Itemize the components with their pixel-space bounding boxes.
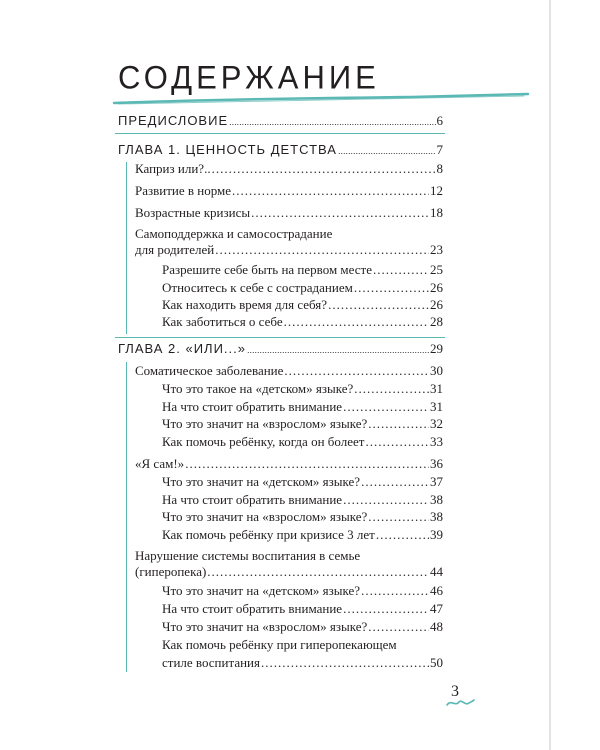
toc-entry[interactable]: Возрастные кризисы ..... 18 [135, 205, 443, 220]
toc-subentry[interactable]: На что стоит обратить внимание ..... 31 [162, 399, 443, 414]
page-title: СОДЕРЖАНИЕ [118, 58, 380, 97]
page-number: 3 [451, 683, 459, 700]
toc-entry[interactable]: «Я сам!» ..... 36 [135, 456, 443, 471]
toc-entry-line1: Самоподдержка и самосострадание [135, 226, 333, 241]
toc-subentry[interactable]: Что это такое на «детском» языке? ..... 31 [162, 381, 443, 396]
toc-subentry[interactable]: Как находить время для себя? ..... 26 [162, 297, 443, 312]
section-divider [115, 133, 445, 134]
toc-entry-line1: Нарушение системы воспитания в семье [135, 548, 361, 563]
section-divider [115, 337, 445, 338]
toc-subentry[interactable]: Что это значит на «взрослом» языке? ..... 32 [162, 416, 443, 431]
toc-subentry[interactable]: Что это значит на «детском» языке? ..... 46 [162, 583, 443, 598]
toc-entry[interactable]: Каприз или?.. ..... 8 [135, 161, 443, 176]
swirl-ornament-icon [445, 697, 475, 709]
toc-subentry[interactable]: Что это значит на «взрослом» языке? ..... 48 [162, 619, 443, 634]
toc-subentry[interactable]: Разрешите себе быть на первом месте ..... 25 [162, 262, 443, 277]
toc-entry-chapter-2[interactable]: ГЛАВА 2. «ИЛИ...» ..... 29 [118, 341, 443, 358]
toc-subentry[interactable]: На что стоит обратить внимание ..... 47 [162, 601, 443, 616]
section-vertical-rule [126, 162, 127, 334]
toc-entry-chapter-1[interactable]: ГЛАВА 1. ЦЕННОСТЬ ДЕТСТВА ..... 7 [118, 142, 443, 159]
toc-entry[interactable]: (гиперопека) ..... 44 [135, 564, 443, 579]
toc-subentry[interactable]: Что это значит на «взрослом» языке? ..... 38 [162, 509, 443, 524]
toc-subentry[interactable]: Относитесь к себе с состраданием ..... 26 [162, 280, 443, 295]
toc-subentry[interactable]: Как помочь ребёнку, когда он болеет ..... 33 [162, 434, 443, 449]
toc-subentry[interactable]: Как заботиться о себе ..... 28 [162, 314, 443, 329]
toc-entry[interactable]: Развитие в норме ..... 12 [135, 183, 443, 198]
toc-entry-preface[interactable]: ПРЕДИСЛОВИЕ ..... 6 [118, 113, 443, 130]
toc-entry[interactable]: для родителей ..... 23 [135, 242, 443, 257]
toc-subentry[interactable]: стиле воспитания ..... 50 [162, 655, 443, 670]
toc-entry[interactable]: Соматическое заболевание ..... 30 [135, 363, 443, 378]
toc-subentry-line1: Как помочь ребёнку при гиперопекающем [162, 637, 397, 652]
toc-subentry[interactable]: Что это значит на «детском» языке? ..... 37 [162, 474, 443, 489]
toc-subentry[interactable]: Как помочь ребёнку при кризисе 3 лет ..... 39 [162, 527, 443, 542]
section-vertical-rule [126, 362, 127, 672]
toc-subentry[interactable]: На что стоит обратить внимание ..... 38 [162, 492, 443, 507]
